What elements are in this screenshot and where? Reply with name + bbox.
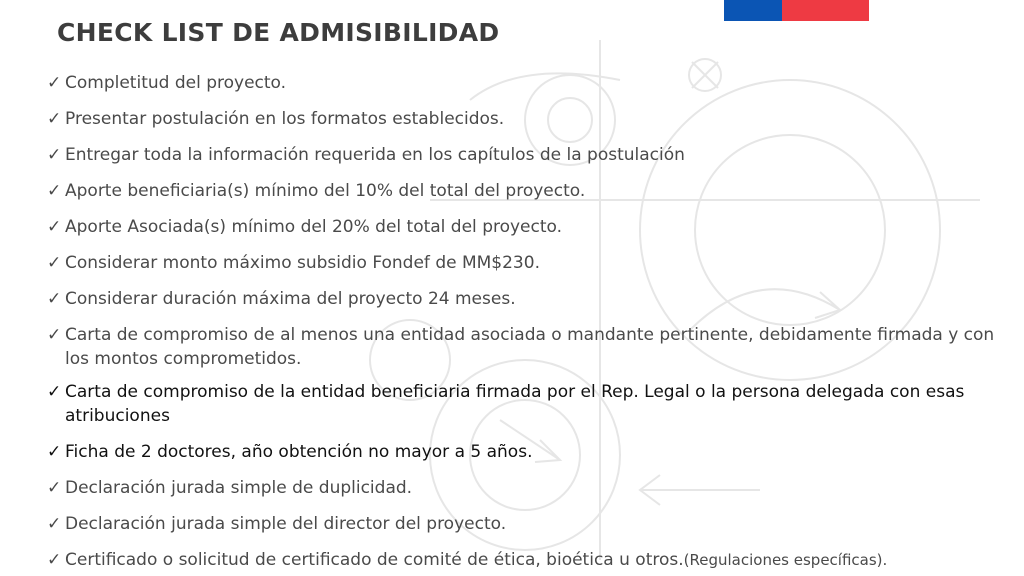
- list-item: [47, 380, 1007, 428]
- list-item: [47, 512, 1007, 536]
- list-item: [47, 143, 1007, 167]
- list-item-text: Entregar toda la información requerida en los capítulos de la postulación: [65, 145, 685, 165]
- list-item-text: Carta de compromiso de al menos una entidad asociada o mandante pertinente, debidamente firmada y con los montos comprometidos.: [65, 325, 995, 369]
- check-icon: ✓: [47, 382, 62, 402]
- page-title: CHECK LIST DE ADMISIBILIDAD: [57, 18, 500, 47]
- list-item-text: Aporte beneficiaria(s) mínimo del 10% del total del proyecto.: [65, 181, 586, 201]
- list-item-text: Ficha de 2 doctores, año obtención no mayor a 5 años.: [65, 442, 533, 462]
- list-item: [47, 440, 1007, 464]
- flag-red-block: [782, 0, 869, 21]
- check-icon: ✓: [47, 217, 62, 237]
- check-icon: ✓: [47, 442, 62, 462]
- check-icon: ✓: [47, 289, 62, 309]
- check-icon: ✓: [47, 109, 62, 129]
- list-item: [47, 323, 1007, 371]
- check-icon: ✓: [47, 145, 62, 165]
- list-item-note: (Regulaciones específicas).: [683, 551, 888, 569]
- list-item-text: Carta de compromiso de la entidad beneficiaria firmada por el Rep. Legal o la persona delegada con esas atribuciones: [65, 382, 965, 426]
- chile-flag-bar: [724, 0, 869, 21]
- list-item: [47, 71, 1007, 95]
- list-item: [47, 287, 1007, 311]
- list-item: [47, 107, 1007, 131]
- check-icon: ✓: [47, 514, 62, 534]
- list-item: [47, 251, 1007, 275]
- list-item-text: Declaración jurada simple del director del proyecto.: [65, 514, 507, 534]
- check-icon: ✓: [47, 73, 62, 93]
- check-icon: ✓: [47, 253, 62, 273]
- list-item-text: Considerar monto máximo subsidio Fondef de MM$230.: [65, 253, 540, 273]
- list-item: [47, 548, 1007, 572]
- list-item: [47, 179, 1007, 203]
- list-item: [47, 476, 1007, 500]
- list-item-text: Considerar duración máxima del proyecto 24 meses.: [65, 289, 516, 309]
- check-icon: ✓: [47, 181, 62, 201]
- check-icon: ✓: [47, 325, 62, 345]
- list-item-text: Completitud del proyecto.: [65, 73, 287, 93]
- check-icon: ✓: [47, 478, 62, 498]
- list-item-text: Declaración jurada simple de duplicidad.: [65, 478, 413, 498]
- checklist: [47, 71, 1007, 572]
- check-icon: ✓: [47, 550, 62, 570]
- list-item-text: Certificado o solicitud de certificado de comité de ética, bioética u otros.: [65, 550, 684, 570]
- flag-blue-block: [724, 0, 782, 21]
- list-item: [47, 215, 1007, 239]
- list-item-text: Presentar postulación en los formatos establecidos.: [65, 109, 505, 129]
- list-item-text: Aporte Asociada(s) mínimo del 20% del total del proyecto.: [65, 217, 563, 237]
